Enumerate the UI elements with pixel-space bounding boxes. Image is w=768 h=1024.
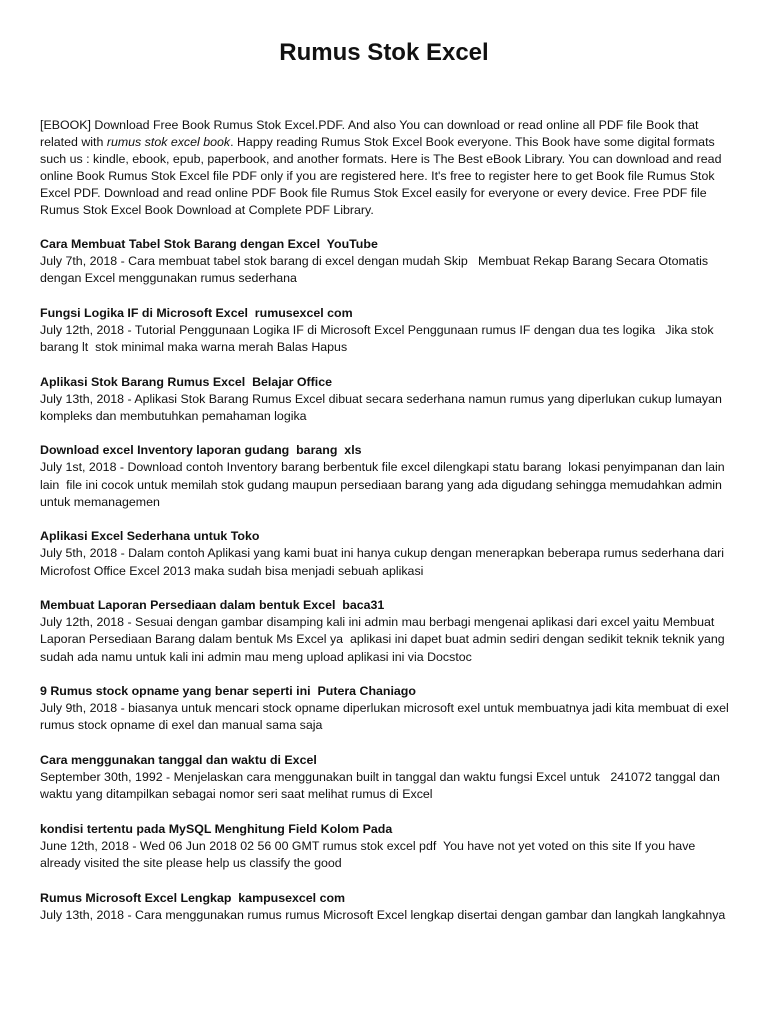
entry-title: Fungsi Logika IF di Microsoft Excel rumusexcel com	[40, 305, 353, 320]
page-title: Rumus Stok Excel	[279, 39, 489, 66]
entry-text: July 13th, 2018 - Aplikasi Stok Barang Rumus Excel dibuat secara sederhana namun rumus yang diperlukan cukup lumayan kompleks dan membutuhkan pemahaman logika	[40, 391, 726, 423]
entry-text: July 13th, 2018 - Cara menggunakan rumus rumus Microsoft Excel lengkap disertai dengan gambar dan langkah langkahnya	[40, 907, 726, 922]
intro-text-start: [EBOOK] Download Free Book Rumus Stok Excel.PDF. And also You can download or read online all PDF file Book that related with	[40, 118, 699, 149]
entry-title: Aplikasi Excel Sederhana untuk Toko	[40, 529, 260, 544]
intro-italic-text: rumus stok excel book	[106, 135, 231, 149]
list-item	[40, 374, 730, 425]
list-item	[40, 683, 733, 734]
entry-text: July 5th, 2018 - Dalam contoh Aplikasi yang kami buat ini hanya cukup dengan menerapkan beberapa rumus sederhana dari Microfost Office Excel 2013 maka sudah bisa menjadi sebuah aplikasi	[40, 546, 728, 578]
list-item	[40, 442, 730, 511]
entry-title: Cara menggunakan tanggal dan waktu di Excel	[40, 752, 317, 767]
entry-title: Rumus Microsoft Excel Lengkap kampusexcel com	[40, 890, 346, 905]
list-item	[40, 597, 730, 666]
entry-text: July 12th, 2018 - Sesuai dengan gambar disamping kali ini admin mau berbagi mengenai aplikasi dari excel yaitu Membuat Laporan Persediaan Barang dalam bentuk Ms Excel ya aplikasi ini dapet buat admin sediri dengan sedikit teknik teknik yang sudah ada namu untuk kali ini admin mau meng upload aplikasi ini via Docstoc	[40, 615, 729, 664]
entry-title: Membuat Laporan Persediaan dalam bentuk Excel baca31	[40, 598, 385, 613]
entry-text: June 12th, 2018 - Wed 06 Jun 2018 02 56 00 GMT rumus stok excel pdf You have not yet voted on this site If you have already visited the site please help us classify the good	[40, 838, 699, 870]
intro-paragraph	[40, 117, 730, 219]
list-item	[40, 528, 730, 579]
list-item	[40, 236, 730, 287]
entry-list	[40, 236, 733, 941]
entry-text: July 7th, 2018 - Cara membuat tabel stok barang di excel dengan mudah Skip Membuat Rekap Barang Secara Otomatis dengan Excel menggunakan rumus sederhana	[40, 254, 712, 286]
list-item	[40, 890, 730, 924]
entry-title: kondisi tertentu pada MySQL Menghitung Field Kolom Pada	[40, 821, 393, 836]
entry-title: Download excel Inventory laporan gudang barang xls	[40, 443, 362, 458]
entry-text: July 9th, 2018 - biasanya untuk mencari stock opname diperlukan microsoft exel untuk membuatnya jadi kita membuat di exel rumus stock opname di exel dan manual sama saja	[40, 701, 733, 733]
entry-text: July 1st, 2018 - Download contoh Inventory barang berbentuk file excel dilengkapi statu barang lokasi penyimpanan dan lain lain file ini cocok untuk memilah stok gudang maupun persediaan barang yang ada digudang sehingga memudahkan admin untuk memanagemen	[40, 460, 729, 509]
entry-title: Aplikasi Stok Barang Rumus Excel Belajar Office	[40, 374, 332, 389]
entry-title: Cara Membuat Tabel Stok Barang dengan Excel YouTube	[40, 237, 378, 251]
entry-title: 9 Rumus stock opname yang benar seperti ini Putera Chaniago	[40, 684, 416, 699]
list-item	[40, 752, 730, 803]
intro-text-end: . Happy reading Rumus Stok Excel Book everyone. This Book have some digital formats such us : kindle, ebook, epub, paperbook, and another formats. Here is The Best eBook Library. You can download and read online Book Rumus Stok Excel file PDF only if you are registered here. It's free to register here to get Book file Rumus Stok Excel PDF. Download and read online PDF Book file Rumus Stok Excel easily for everyone or every device. Free PDF file Rumus Stok Excel Book Download at Complete PDF Library.	[40, 135, 722, 217]
entry-text: September 30th, 1992 - Menjelaskan cara menggunakan built in tanggal dan waktu fungsi Excel untuk 241072 tanggal dan waktu yang ditampilkan sebagai nomor seri saat melihat rumus di Excel	[40, 769, 724, 802]
list-item	[40, 821, 730, 872]
list-item	[40, 305, 730, 356]
entry-text: July 12th, 2018 - Tutorial Penggunaan Logika IF di Microsoft Excel Penggunaan rumus IF dengan dua tes logika Jika stok barang lt stok minimal maka warna merah Balas Hapus	[40, 322, 718, 354]
